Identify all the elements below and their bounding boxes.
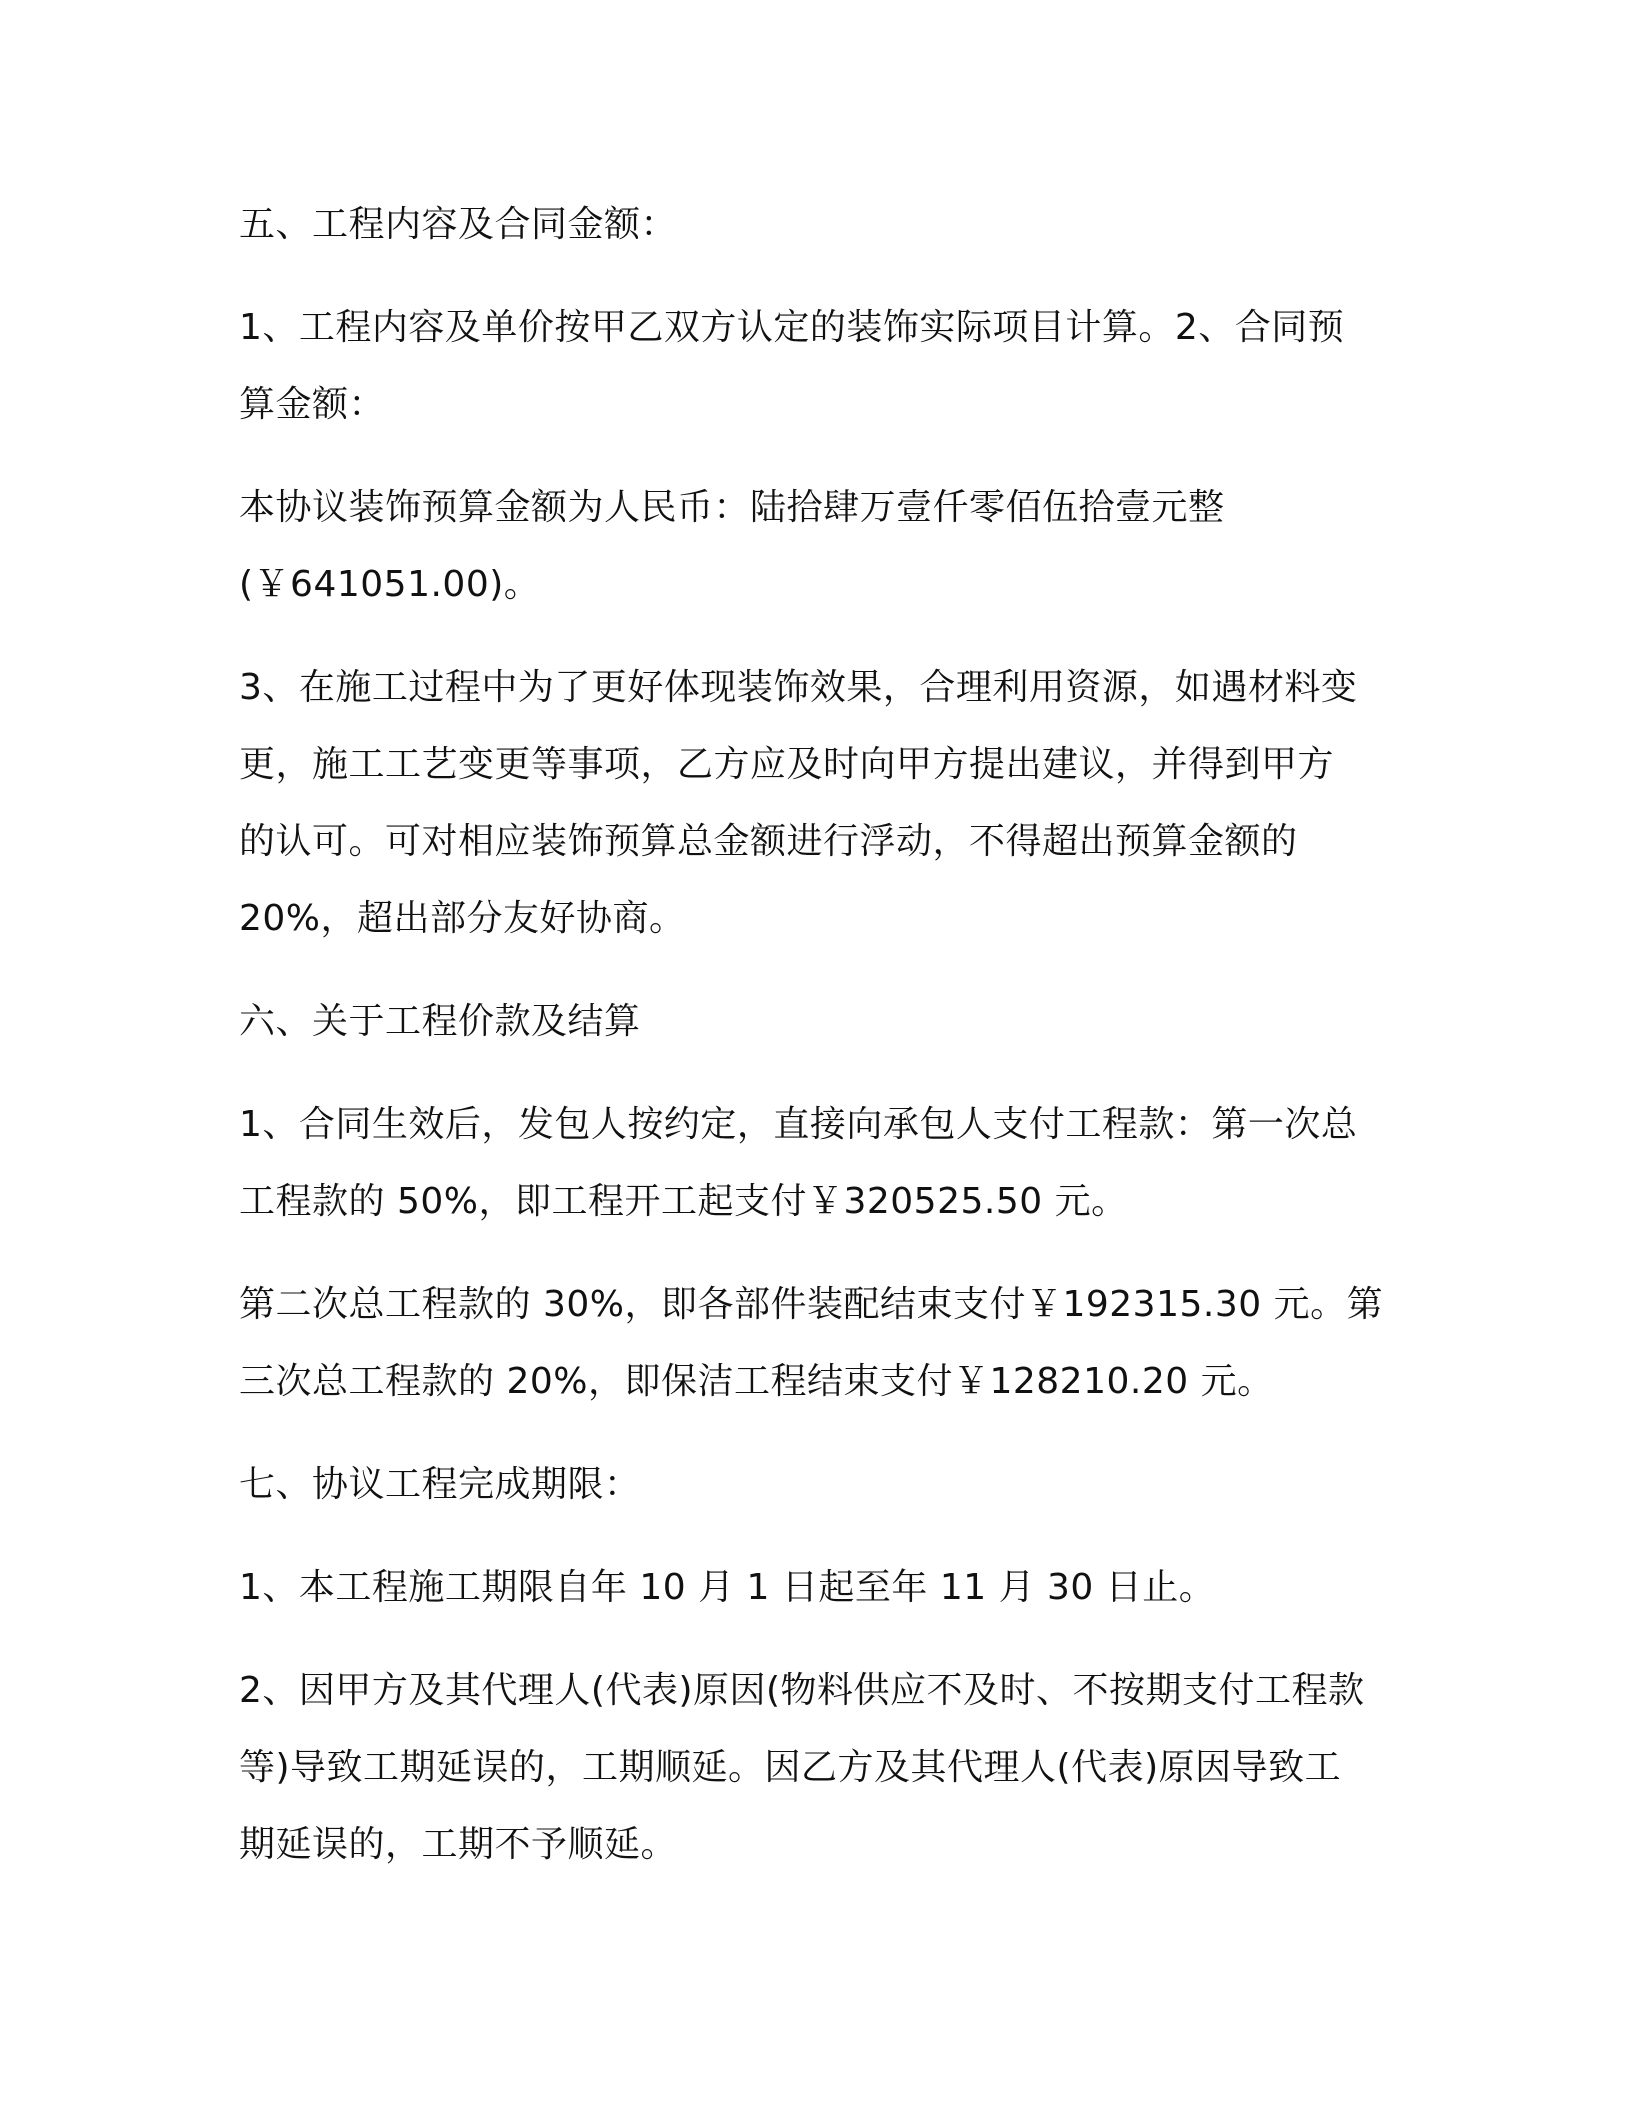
section-heading: 六、关于工程价款及结算 — [239, 1001, 641, 1042]
text-line: 三次总工程款的 20%，即保洁工程结束支付￥128210.20 元。 — [239, 1361, 1274, 1402]
paragraph-item-3 — [239, 649, 1399, 957]
paragraph-period-1 — [239, 1549, 1399, 1626]
section-six — [239, 983, 1399, 1060]
section-seven — [239, 1446, 1399, 1523]
paragraph-period-2 — [239, 1652, 1399, 1883]
paragraph-payment-1 — [239, 1086, 1399, 1240]
text-line: 更，施工工艺变更等事项，乙方应及时向甲方提出建议，并得到甲方 — [239, 744, 1335, 785]
section-heading: 五、工程内容及合同金额： — [239, 204, 678, 245]
paragraph-payment-2 — [239, 1266, 1399, 1420]
text-line: 算金额： — [239, 384, 386, 425]
text-line: 1、合同生效后，发包人按约定，直接向承包人支付工程款：第一次总 — [239, 1104, 1358, 1145]
paragraph-item-1 — [239, 289, 1399, 443]
text-line: 的认可。可对相应装饰预算总金额进行浮动，不得超出预算金额的 — [239, 821, 1298, 862]
text-line: 工程款的 50%，即工程开工起支付￥320525.50 元。 — [239, 1181, 1128, 1222]
text-line: 期延误的，工期不予顺延。 — [239, 1824, 678, 1865]
text-line: 3、在施工过程中为了更好体现装饰效果，合理利用资源，如遇材料变 — [239, 667, 1358, 708]
text-line: 1、本工程施工期限自年 10 月 1 日起至年 11 月 30 日止。 — [239, 1567, 1216, 1608]
text-line: 1、工程内容及单价按甲乙双方认定的装饰实际项目计算。2、合同预 — [239, 307, 1345, 348]
text-line: 2、因甲方及其代理人(代表)原因(物料供应不及时、不按期支付工程款 — [239, 1670, 1365, 1711]
text-line: 第二次总工程款的 30%，即各部件装配结束支付￥192315.30 元。第 — [239, 1284, 1384, 1325]
text-line: 本协议装饰预算金额为人民币：陆拾肆万壹仟零佰伍拾壹元整 — [239, 487, 1225, 528]
section-heading: 七、协议工程完成期限： — [239, 1464, 641, 1505]
text-line: (￥641051.00)。 — [239, 564, 541, 605]
document-body — [239, 186, 1399, 1883]
paragraph-budget — [239, 469, 1399, 623]
text-line: 等)导致工期延误的，工期顺延。因乙方及其代理人(代表)原因导致工 — [239, 1747, 1342, 1788]
text-line: 20%，超出部分友好协商。 — [239, 898, 686, 939]
section-five — [239, 186, 1399, 263]
